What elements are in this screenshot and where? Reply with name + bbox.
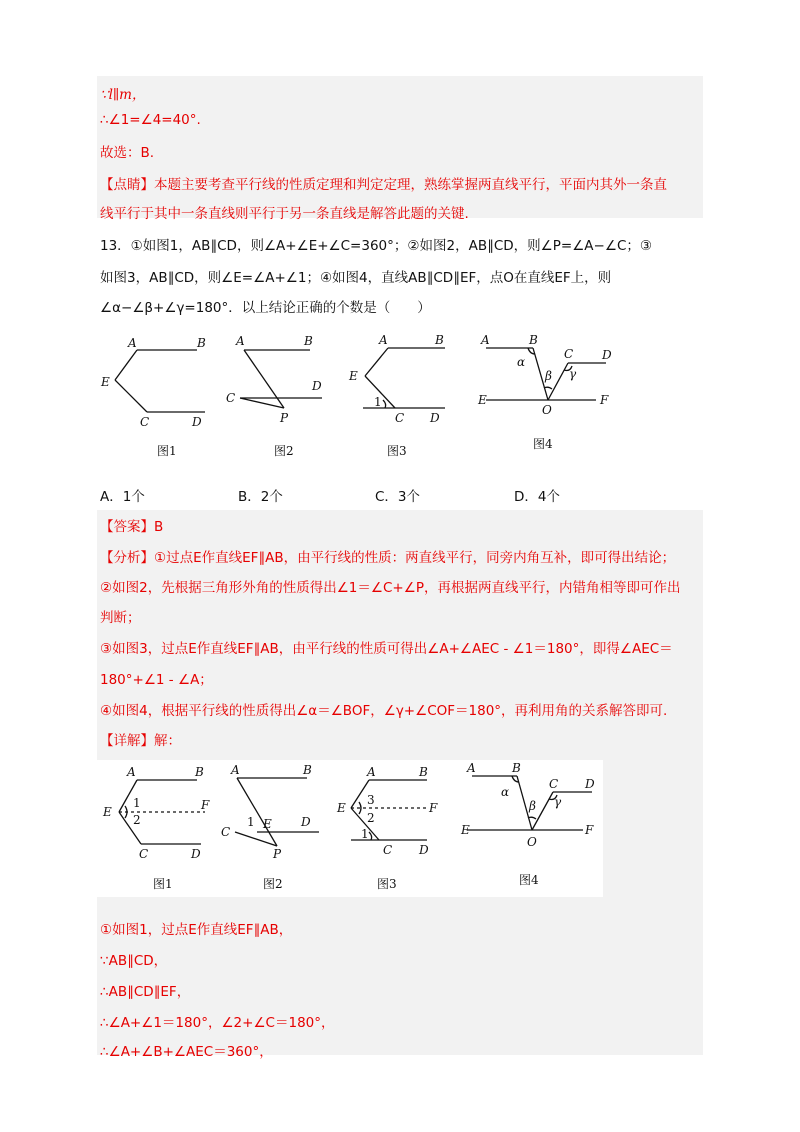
step-line-3: ∴AB∥CD∥EF， [100, 984, 191, 1000]
caption-fig2: 图2 [274, 444, 294, 458]
label-d: D [312, 379, 322, 393]
label-e: E [349, 369, 358, 383]
label-b: B [304, 334, 313, 348]
angle-conclusion-line: ∴∠1=∠4=40°. [100, 112, 201, 128]
label-c: C [140, 415, 150, 429]
label-beta: β [529, 799, 536, 813]
analysis-line-1 [100, 546, 675, 566]
label-d: D [585, 777, 595, 791]
analysis-tag: 【分析】 [100, 550, 154, 566]
label-e: E [263, 817, 272, 831]
label-c: C [221, 825, 231, 839]
analysis-line-4: ③如图3，过点E作直线EF∥AB，由平行线的性质可得出∠A+∠AEC - ∠1＝180°，即得∠AEC＝ [100, 641, 673, 657]
label-d: D [301, 815, 311, 829]
caption-fig1: 图1 [157, 444, 177, 458]
label-a: A [231, 763, 240, 777]
label-beta: β [545, 369, 552, 383]
label-1: 1 [247, 815, 255, 829]
label-2: 2 [367, 811, 375, 825]
label-c: C [383, 843, 393, 857]
label-b: B [195, 765, 204, 779]
label-a: A [128, 336, 137, 350]
comment-tag: 【点睛】 [100, 177, 154, 193]
label-1: 1 [361, 827, 369, 841]
label-o: O [527, 835, 537, 849]
label-1: 1 [374, 395, 382, 409]
choice-line: 故选：B. [100, 145, 155, 161]
analysis-line-3: 判断； [100, 610, 141, 626]
analysis-line-6: ④如图4，根据平行线的性质得出∠α＝∠BOF，∠γ+∠COF＝180°，再利用角的关系解答即可. [100, 703, 668, 719]
previous-solution-panel [97, 76, 703, 218]
caption-fig3: 图3 [377, 877, 397, 891]
label-alpha: α [501, 785, 510, 799]
label-d: D [191, 847, 201, 861]
label-e: E [478, 393, 487, 407]
question-line-2: 如图3，AB∥CD，则∠E=∠A+∠1；④如图4，直线AB∥CD∥EF，点O在直线EF上，则 [100, 270, 612, 286]
label-b: B [512, 761, 521, 775]
label-a: A [367, 765, 376, 779]
step-line-5: ∴∠A+∠B+∠AEC＝360°， [100, 1044, 273, 1060]
label-b: B [303, 763, 312, 777]
detail-tag: 【详解】 [100, 733, 154, 749]
label-a: A [127, 765, 136, 779]
label-a: A [481, 333, 490, 347]
option-b: B．2个 [238, 489, 283, 505]
step-line-4: ∴∠A+∠1＝180°，∠2+∠C＝180°， [100, 1015, 335, 1031]
solution-figures [97, 760, 603, 897]
label-p: P [273, 847, 282, 861]
label-d: D [192, 415, 202, 429]
label-c: C [226, 391, 236, 405]
question-figure-1 [95, 330, 205, 469]
caption-fig4: 图4 [519, 873, 539, 887]
caption-fig3: 图3 [387, 444, 407, 458]
label-gamma: γ [569, 367, 577, 381]
label-c: C [564, 347, 574, 361]
label-a: A [379, 333, 388, 347]
label-b: B [197, 336, 206, 350]
label-d: D [430, 411, 440, 425]
label-b: B [529, 333, 538, 347]
label-c: C [395, 411, 405, 425]
label-d: D [419, 843, 429, 857]
label-a: A [467, 761, 476, 775]
caption-fig1: 图1 [153, 877, 173, 891]
label-3: 3 [367, 793, 375, 807]
label-p: P [280, 411, 289, 425]
label-b: B [435, 333, 444, 347]
question-line-3: ∠α−∠β+∠γ=180°．以上结论正确的个数是（ ） [100, 300, 431, 316]
label-c: C [139, 847, 149, 861]
analysis-line-2: ②如图2，先根据三角形外角的性质得出∠1＝∠C+∠P，再根据两直线平行，内错角相等即可作出 [100, 580, 681, 596]
given-parallel-line: ∵l∥m， [100, 87, 146, 103]
option-d: D．4个 [514, 489, 560, 505]
detail-text: 解： [154, 733, 181, 749]
label-e: E [101, 375, 110, 389]
detail-line [100, 729, 181, 749]
answer-tag: 【答案】 [100, 519, 154, 535]
label-f: F [429, 801, 438, 815]
label-a: A [236, 334, 245, 348]
analysis-line-5: 180°+∠1 - ∠A； [100, 672, 213, 688]
label-f: F [600, 393, 609, 407]
label-f: F [201, 798, 210, 812]
option-c: C．3个 [375, 489, 421, 505]
label-o: O [542, 403, 552, 417]
question-figure-4 [478, 330, 628, 469]
comment-line-2: 线平行于其中一条直线则平行于另一条直线是解答此题的关键. [100, 206, 469, 222]
caption-fig4: 图4 [533, 437, 553, 451]
label-alpha: α [517, 355, 526, 369]
label-e: E [337, 801, 346, 815]
analysis-text-1: ①过点E作直线EF∥AB，由平行线的性质：两直线平行，同旁内角互补，即可得出结论； [154, 550, 676, 566]
step-line-1: ①如图1，过点E作直线EF∥AB， [100, 922, 293, 938]
label-b: B [419, 765, 428, 779]
label-f: F [585, 823, 594, 837]
label-c: C [549, 777, 559, 791]
label-2: 2 [133, 813, 141, 827]
answer-line [100, 515, 163, 535]
comment-text-1: 本题主要考查平行线的性质定理和判定定理，熟练掌握两直线平行，平面内其外一条直 [154, 177, 667, 193]
question-figure-3 [345, 330, 455, 469]
question-figure-2 [222, 330, 332, 469]
step-line-2: ∵AB∥CD， [100, 953, 168, 969]
label-e: E [103, 805, 112, 819]
label-1: 1 [133, 796, 141, 810]
comment-line-1 [100, 173, 667, 193]
label-e: E [461, 823, 470, 837]
answer-value: B [154, 519, 164, 535]
label-gamma: γ [554, 795, 562, 809]
caption-fig2: 图2 [263, 877, 283, 891]
label-d: D [602, 348, 612, 362]
option-a: A．1个 [100, 489, 145, 505]
question-line-1: 13．①如图1，AB∥CD，则∠A+∠E+∠C=360°；②如图2，AB∥CD，则∠P=∠A−∠C；③ [100, 238, 652, 254]
